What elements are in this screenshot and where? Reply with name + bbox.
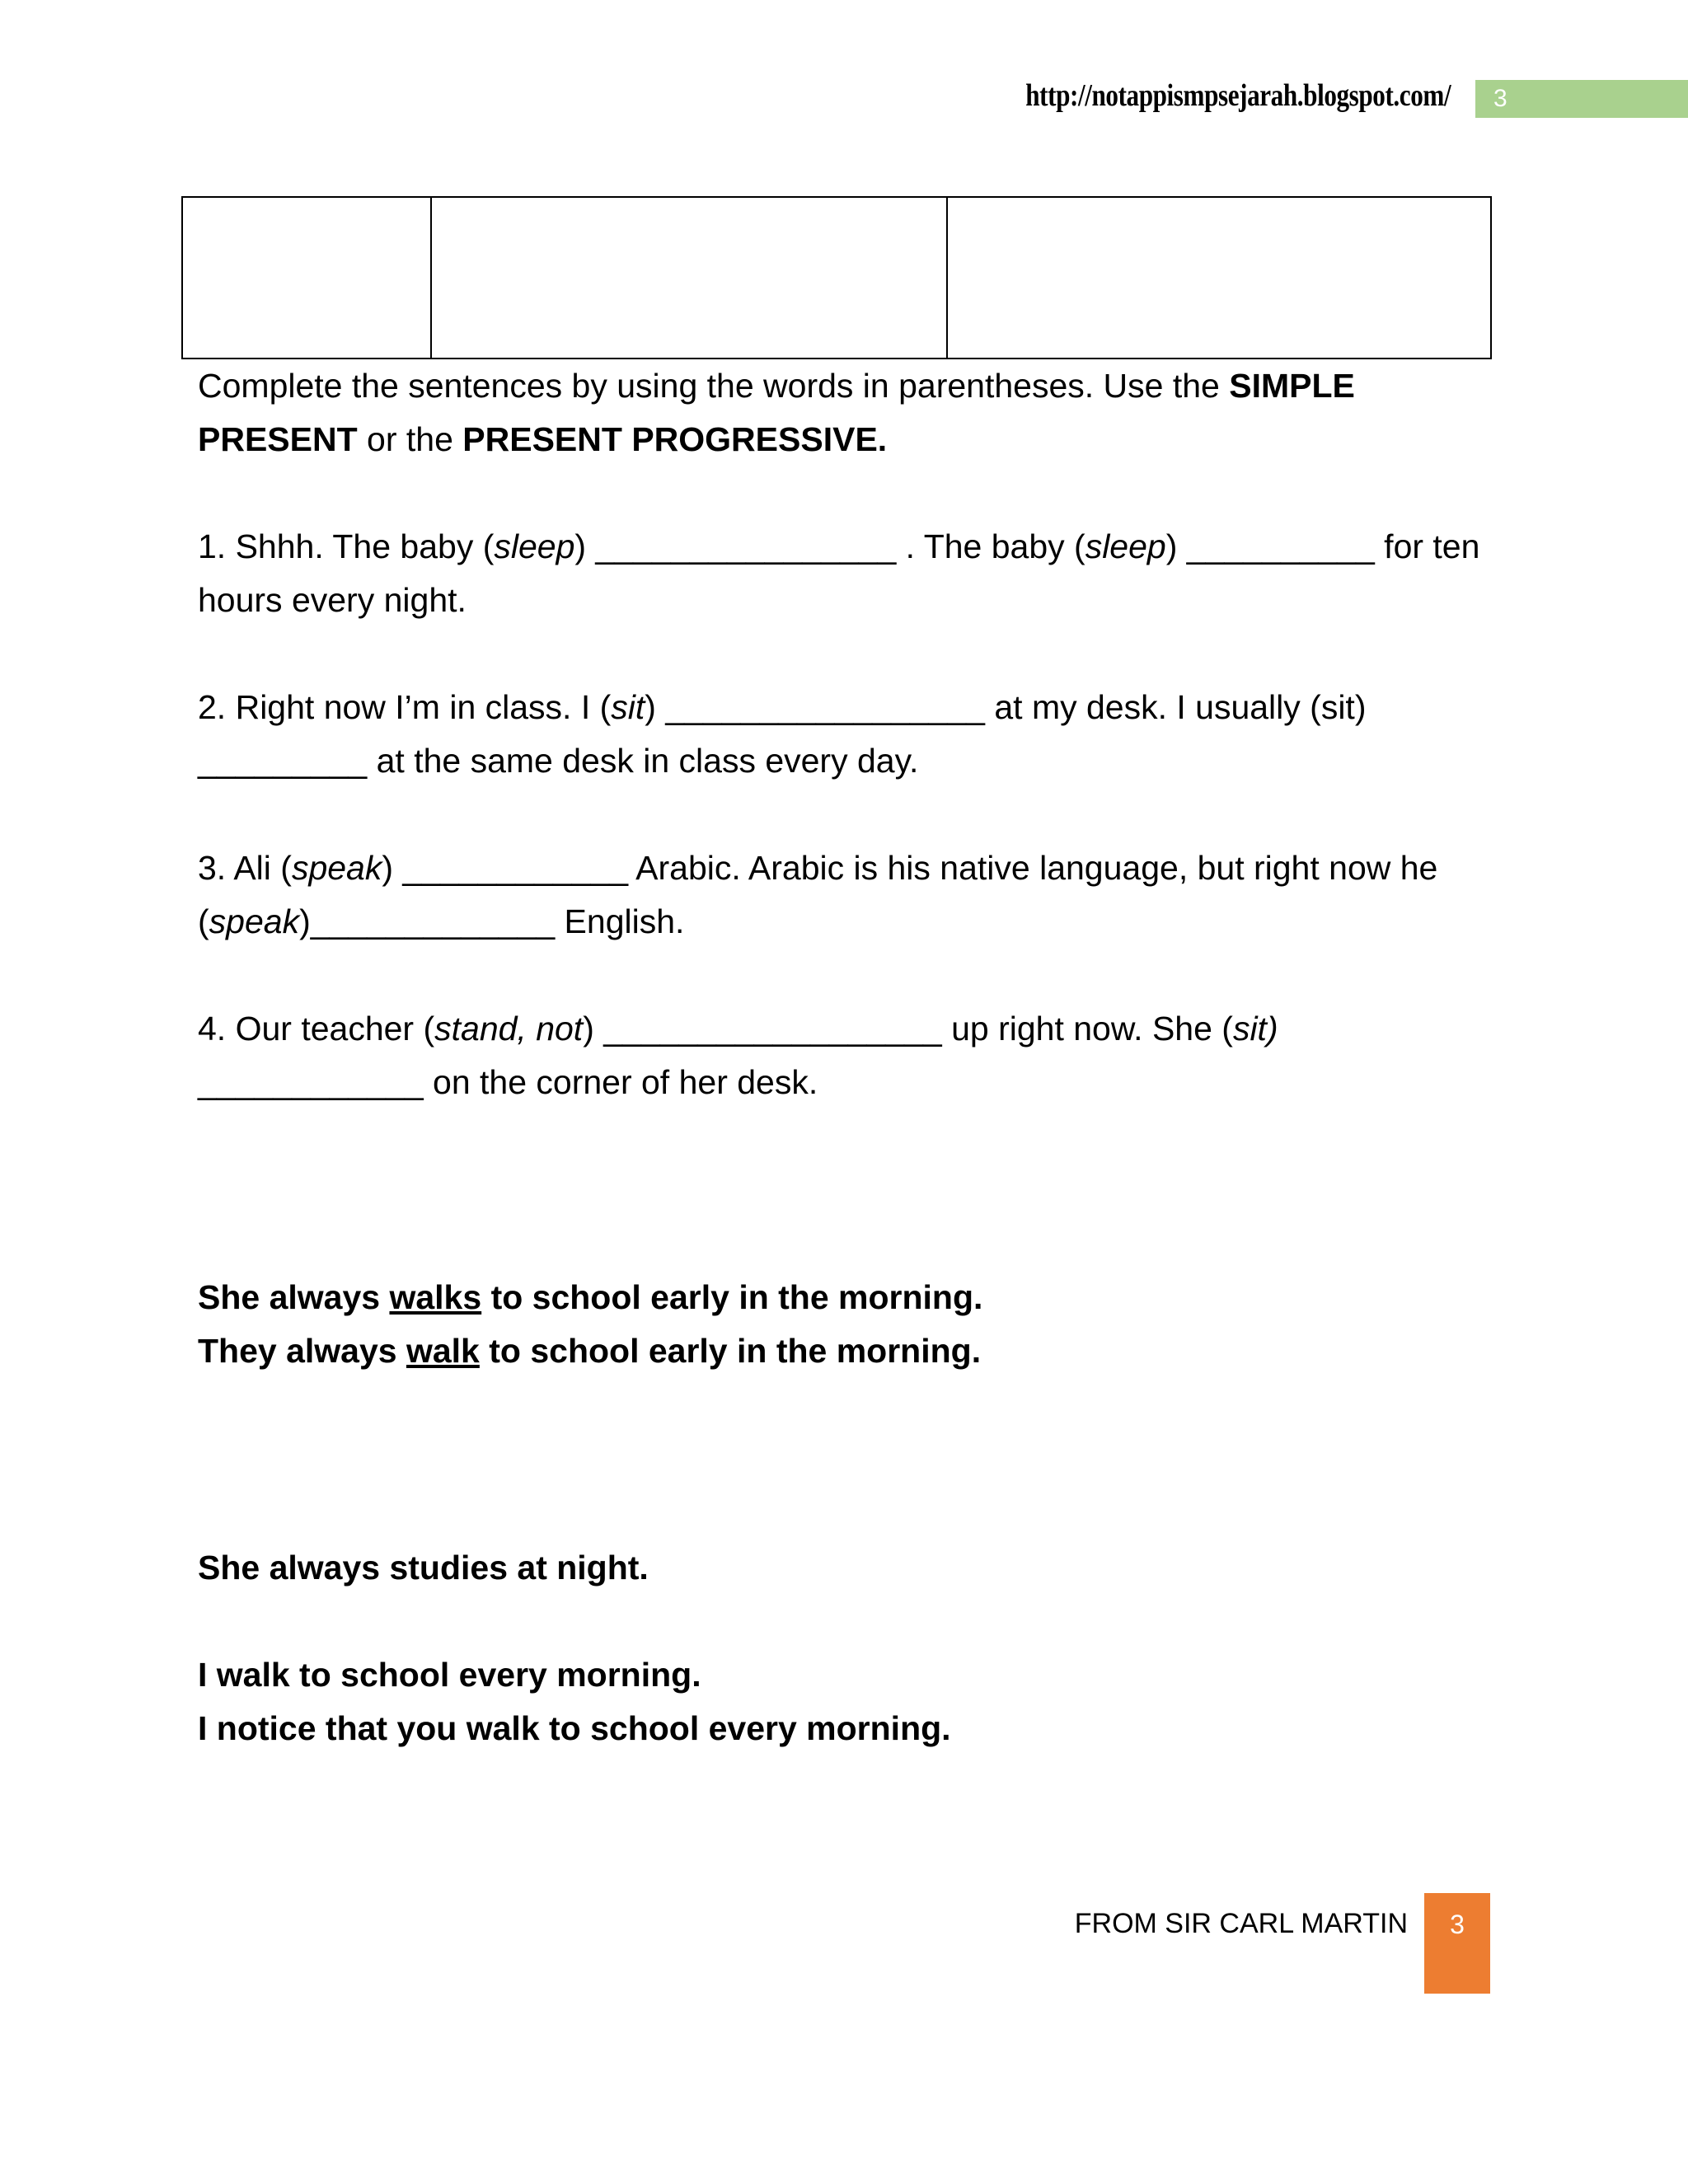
empty-table	[181, 196, 1492, 359]
exercise-2: 2. Right now I’m in class. I (sit) _________________ at my desk. I usually (sit) _________ at the same desk in class every day.	[198, 688, 1367, 780]
table-cell	[182, 197, 431, 359]
table-cell	[431, 197, 947, 359]
header-page-badge: 3	[1475, 80, 1688, 118]
table-cell	[947, 197, 1491, 359]
example-sentence: She always walks to school early in the morning.	[198, 1278, 983, 1316]
example-sentence: I walk to school every morning.	[198, 1656, 701, 1694]
header-url: http://notappismpsejarah.blogspot.com/	[1025, 78, 1451, 113]
exercise-1: 1. Shhh. The baby (sleep) ________________ . The baby (sleep) __________ for ten hours every night.	[198, 527, 1480, 619]
exercise-3: 3. Ali (speak) ____________ Arabic. Arabic is his native language, but right now he (speak)_____________ English.	[198, 849, 1438, 940]
table-row	[182, 197, 1491, 359]
worksheet-content	[198, 359, 1484, 1755]
example-sentence: She always studies at night.	[198, 1549, 649, 1586]
example-sentence: I notice that you walk to school every morning.	[198, 1709, 951, 1747]
footer-page-badge: 3	[1424, 1893, 1490, 1994]
example-sentence: They always walk to school early in the morning.	[198, 1332, 982, 1370]
exercise-4: 4. Our teacher (stand, not) __________________ up right now. She (sit) ____________ on the corner of her desk.	[198, 1010, 1278, 1101]
instructions: Complete the sentences by using the words in parentheses. Use the SIMPLE PRESENT or the PRESENT PROGRESSIVE.	[198, 367, 1355, 458]
footer-text: FROM SIR CARL MARTIN	[1074, 1908, 1408, 1939]
